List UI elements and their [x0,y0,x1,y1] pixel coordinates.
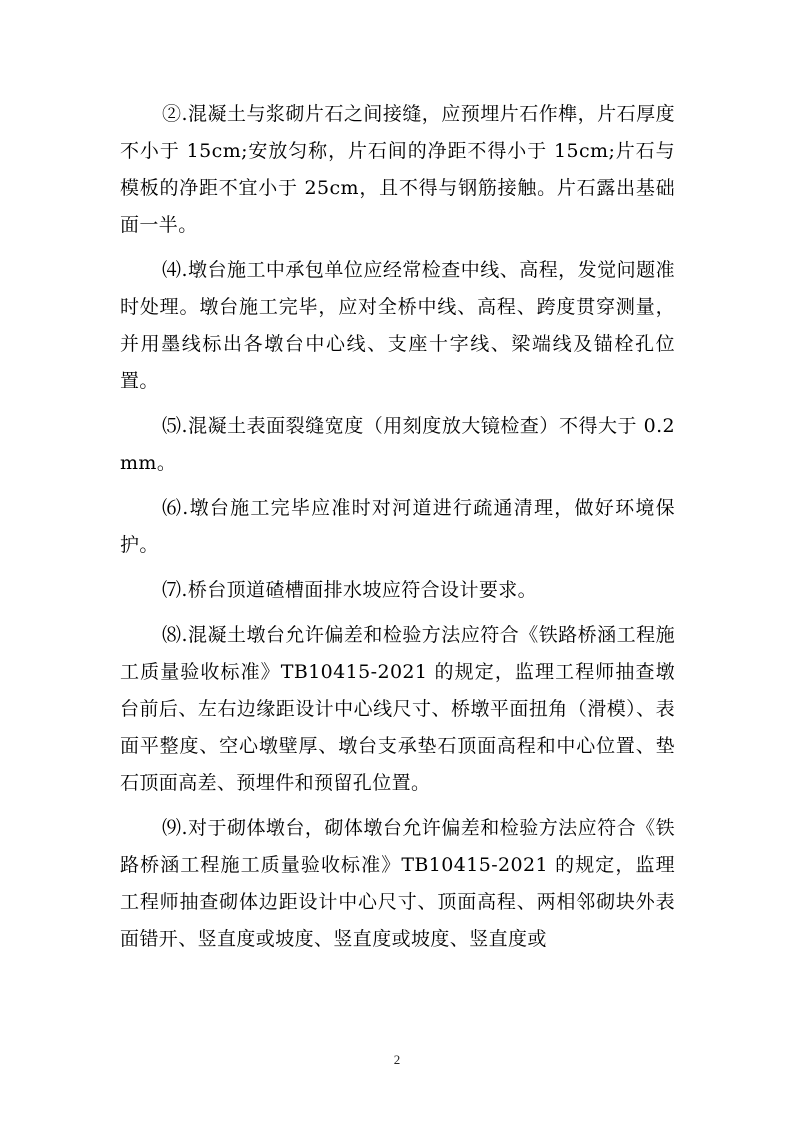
paragraph-crack-width: ⑸.混凝土表面裂缝宽度（用刻度放大镜检查）不得大于 0.2mm。 [120,415,675,474]
paragraph-centerline-check: ⑷.墩台施工中承包单位应经常检查中线、高程，发觉问题准时处理。墩台施工完毕，应对全桥中线、高程、跨度贯穿测量，并用墨线标出各墩台中心线、支座十字线、梁端线及锚栓孔位置。 [120,259,675,392]
paragraph-joint-rubble: ②.混凝土与浆砌片石之间接缝，应预埋片石作榫，片石厚度不小于 15cm;安放匀称，片石间的净距不得小于 15cm;片石与模板的净距不宜小于 25cm，且不得与钢筋接触。片石露出基础面一半。 [120,103,675,236]
paragraph-drainage-slope: ⑺.桥台顶道碴槽面排水坡应符合设计要求。 [162,579,538,601]
page-number: 2 [393,1052,401,1067]
paragraph-masonry-tolerance: ⑼.对于砌体墩台，砌体墩台允许偏差和检验方法应符合《铁路桥涵工程施工质量验收标准》TB10415-2021 的规定，监理工程师抽查砌体边距设计中心尺寸、顶面高程、两相邻砌块外表面错开、竖直度或坡度、竖直度或坡度、竖直度或 [120,817,675,950]
paragraph-concrete-tolerance: ⑻.混凝土墩台允许偏差和检验方法应符合《铁路桥涵工程施工质量验收标准》TB10415-2021 的规定，监理工程师抽查墩台前后、左右边缘距设计中心线尺寸、桥墩平面扭角（滑模）、表面平整度、空心墩壁厚、墩台支承垫石顶面高程和中心位置、垫石顶面高差、预埋件和预留孔位置。 [120,624,675,794]
body-text [120,96,675,966]
paragraph-river-cleanup: ⑹.墩台施工完毕应准时对河道进行疏通清理，做好环境保护。 [120,497,675,556]
